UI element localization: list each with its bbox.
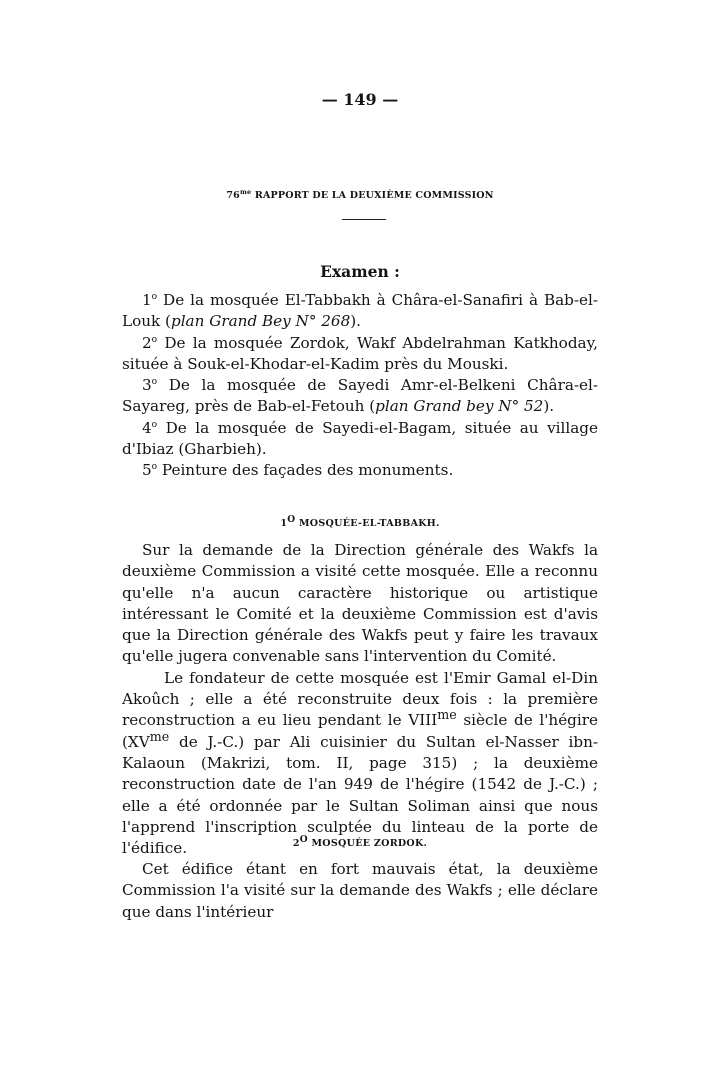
- examen-heading: Examen :: [320, 262, 400, 281]
- paragraph-part: de J.-C.) par Ali cuisinier du Sultan el-Nasser ibn-Kalaoun (Makrizi, tom. II, page 315) ; la deuxième reconstruction date de l'an 949 de l'hégire (1542 de J.-C.) ; elle a été ordonnée par le Sultan Soliman ainsi que nous l'apprend l'inscription sculptée du linteau de la porte de l'édifice.: [122, 732, 598, 858]
- item-number-sup: o: [151, 462, 158, 473]
- item-number-sup: o: [151, 334, 158, 345]
- paragraph-part: Le fondateur de cette mosquée est l'Emir Gamal el-Din Akoûch ; elle a été reconstruite deux fois : la première reconstruction a eu lieu pendant le VIII: [122, 668, 598, 730]
- item-text: De la mosquée El-Tabbakh à Châra-el-Sanafiri à Bab-el-Louk (: [122, 291, 598, 331]
- item-number-sup: o: [151, 291, 158, 302]
- section-1-paragraph-1: Sur la demande de la Direction générale des Wakfs la deuxième Commission a visité cette mosquée. Elle a reconnu qu'elle n'a aucun caractère historique ou artistique intéressant le Comité et la deuxième Commission est d'avis que la Direction générale des Wakfs peut y faire les travaux qu'elle jugera convenable sans l'intervention du Comité.: [122, 541, 598, 666]
- section-2-paragraph-1: Cet édifice étant en fort mauvais état, la deuxième Commission l'a visité sur la demande des Wakfs ; elle déclare que dans l'intérieur: [122, 860, 598, 921]
- item-number: 1: [142, 291, 152, 309]
- item-end: ).: [350, 312, 362, 331]
- paragraph-part: siècle de l'hégire (XV: [122, 711, 599, 751]
- item-number: 3: [142, 376, 152, 395]
- item-text: De la mosquée Zordok, Wakf Abdelrahman Katkhoday, située à Souk-el-Khodar-el-Kadim près du Mouski.: [122, 333, 598, 373]
- section-number: 2: [292, 838, 300, 849]
- report-title-text: RAPPORT DE LA DEUXIÈME COMMISSION: [254, 190, 494, 201]
- item-end: ).: [543, 397, 555, 416]
- item-number: 5: [142, 461, 152, 480]
- section-number-sup: O: [299, 834, 308, 845]
- section-1-heading: [0, 514, 720, 529]
- report-number-suffix: me: [239, 187, 252, 196]
- examen-item-2: [122, 333, 598, 376]
- item-text: De la mosquée de Sayedi-el-Bagam, située au village d'Ibiaz (Gharbieh).: [122, 418, 598, 459]
- item-text: De la mosquée de Sayedi Amr-el-Belkeni Châra-el-Sayareg, près de Bab-el-Fetouh (: [122, 376, 598, 416]
- section-1-body: [122, 540, 598, 859]
- section-2-heading: [0, 834, 720, 849]
- section-number-sup: O: [287, 514, 296, 525]
- section-title: MOSQUÉE ZORDOK.: [311, 838, 428, 849]
- report-number: 76: [226, 190, 240, 201]
- section-number: 1: [280, 518, 288, 529]
- section-1-paragraph-2: [122, 668, 598, 860]
- item-text: Peinture des façades des monuments.: [157, 461, 454, 480]
- examen-item-4: [122, 418, 598, 461]
- item-number-sup: o: [151, 377, 158, 388]
- item-number: 2: [142, 333, 152, 352]
- examen-item-1: [122, 290, 598, 333]
- item-plan-ref: plan Grand bey N° 52: [375, 397, 544, 416]
- item-plan-ref: plan Grand Bey N° 268: [170, 312, 351, 331]
- page-number: — 149 —: [321, 90, 399, 109]
- title-rule: [342, 219, 386, 220]
- report-title: [0, 187, 720, 201]
- section-2-body: [122, 859, 598, 923]
- item-number-sup: o: [151, 419, 158, 430]
- item-number: 4: [142, 418, 152, 437]
- examen-item-3: [122, 375, 598, 418]
- examen-list: [122, 290, 598, 482]
- section-title: MOSQUÉE-EL-TABBAKH.: [298, 518, 440, 529]
- examen-item-5: [122, 460, 598, 481]
- century-suffix: me: [149, 728, 170, 744]
- century-suffix: me: [437, 707, 457, 723]
